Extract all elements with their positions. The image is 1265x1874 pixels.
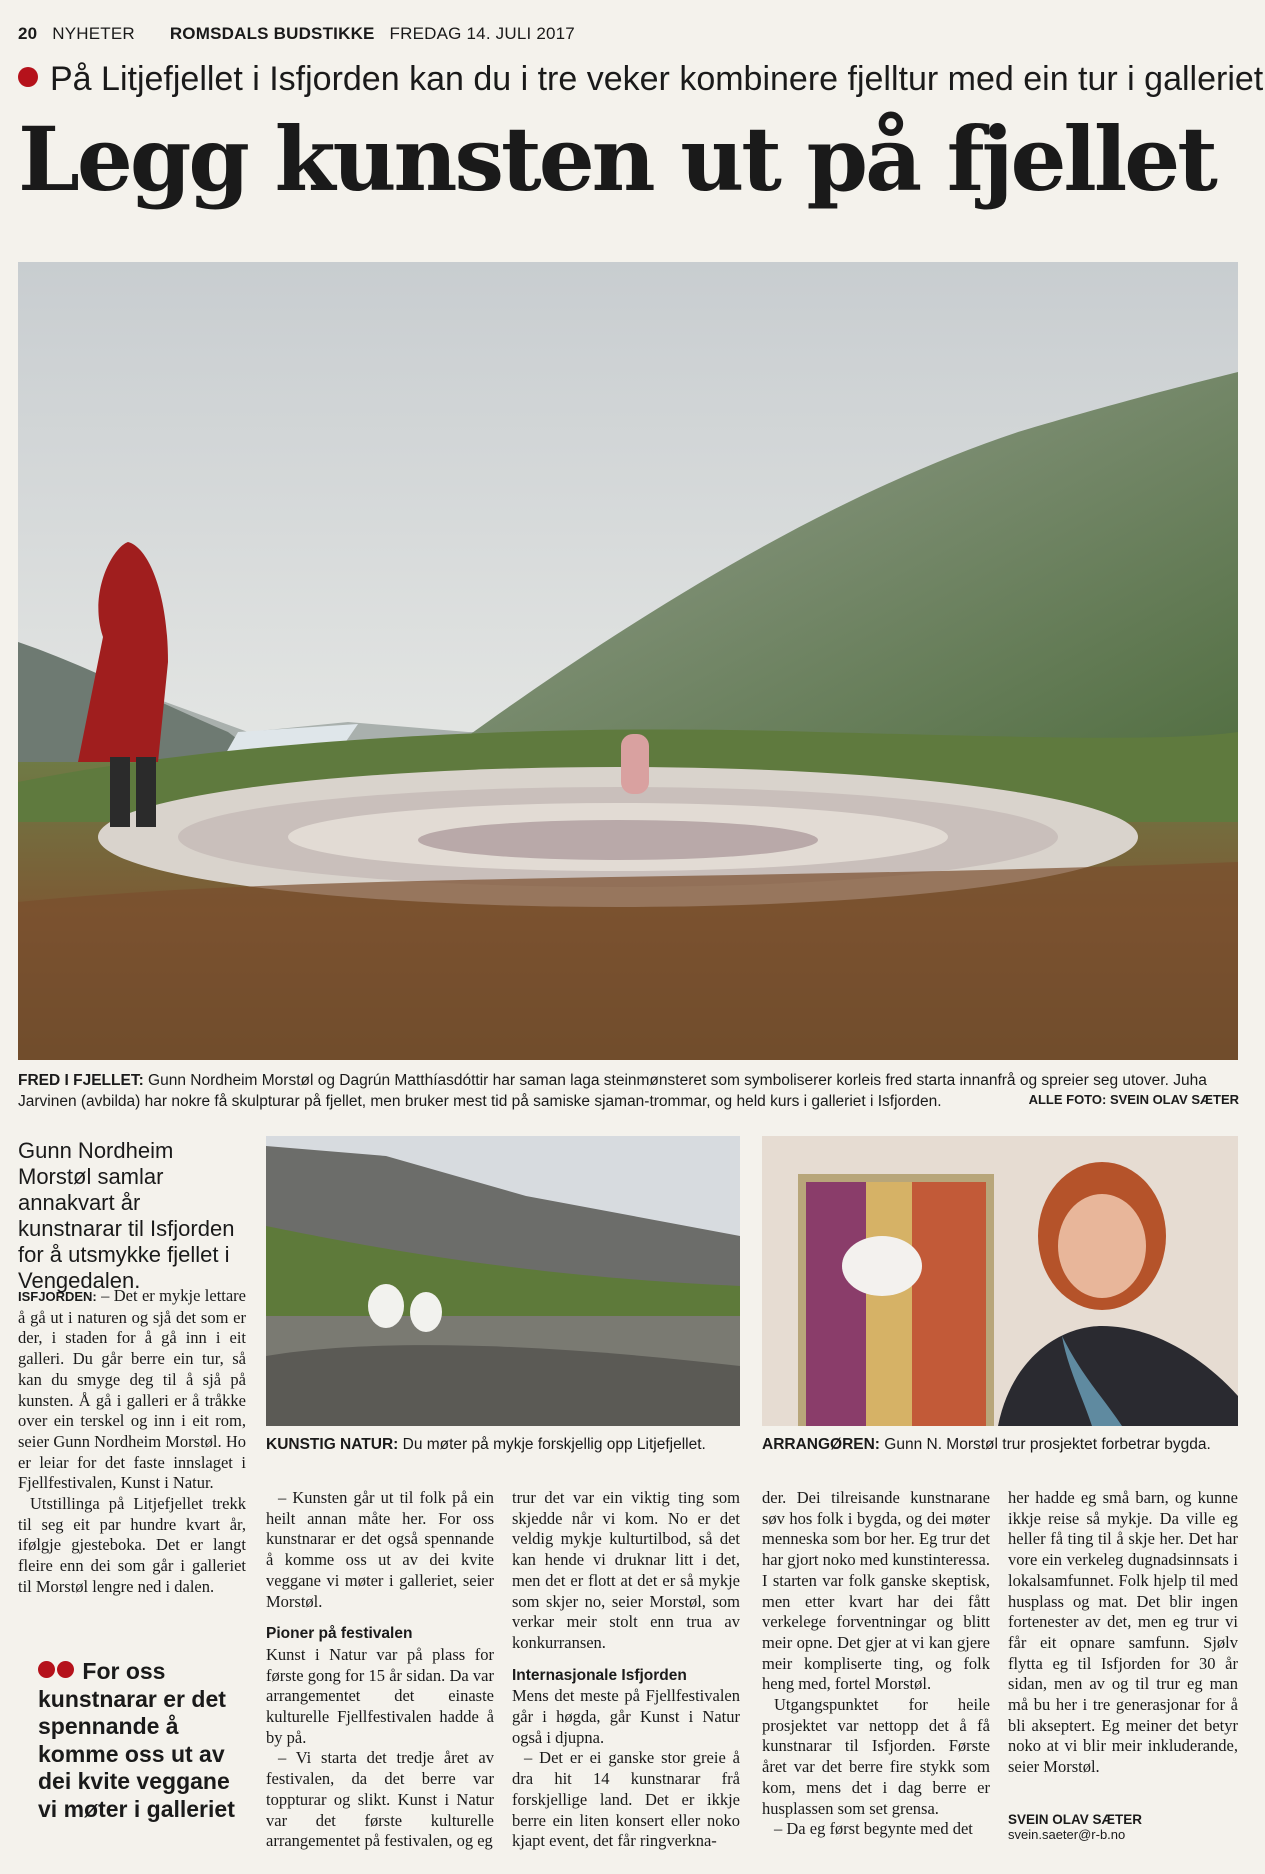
body-paragraph: – Vi starta det tredje året av festivalen, da det berre var toppturar og slikt. Kunst i Natur var det første kulturelle arrangementet på festivalen, og eg — [266, 1748, 494, 1851]
rocky-hillside-image — [266, 1136, 740, 1426]
headline: Legg kunsten ut på fjellet — [18, 107, 1215, 211]
byline-email[interactable]: svein.saeter@r-b.no — [1008, 1827, 1126, 1842]
body-paragraph: – Da eg først begynte med det — [774, 1819, 973, 1839]
body-column-2 — [266, 1488, 494, 1852]
body-paragraph: her hadde eg små barn, og kunne ikkje reise så mykje. Da ville eg heller få ting til å skje her. Det har vore ein verkeleg dugnadsinnsats i lokalsamfunnet. Folk hjelp til med husplass og mat. Det blir ingen fortenester av det, men eg trur vi får eit opnare samfunn. Sjølv flytta eg til Isfjorden for 30 år sidan, men av og til trur eg man må bu her i tre generasjonar for å bli akseptert. Eg meiner det betyr noko at vi blir meir inkluderande, seier Morstøl. — [1008, 1488, 1238, 1777]
photo-credit: ALLE FOTO: SVEIN OLAV SÆTER — [1028, 1092, 1239, 1107]
caption-label: ARRANGØREN: — [762, 1436, 880, 1453]
subheading: Internasjonale Isfjorden — [512, 1666, 687, 1684]
newspaper-name: ROMSDALS BUDSTIKKE — [169, 24, 375, 43]
body-paragraph: Utstillinga på Litjefjellet trekk til seg eit par hundre kvart år, ifølgje gjesteboka. Det er langt fleire enn dei som går i galleriet til Morstøl lengre ned i dalen. — [18, 1494, 246, 1596]
photo-nature — [266, 1136, 740, 1426]
body-column-4 — [762, 1488, 990, 1840]
mountain-landscape-image — [18, 262, 1238, 1060]
body-paragraph: Kunst i Natur var på plass for første gong for 15 år sidan. Da var arrangementet det einaste kulturelle Fjellfestivalen hadde å by på. — [266, 1644, 494, 1747]
kicker-text: På Litjefjellet i Isfjorden kan du i tre veker kombinere fjelltur med ein tur i galleriet — [50, 60, 1264, 98]
pull-quote — [38, 1658, 248, 1823]
byline — [1008, 1812, 1238, 1842]
body-paragraph: Mens det meste på Fjellfestivalen går i høgda, går Kunst i Natur også i djupna. — [512, 1686, 740, 1747]
body-paragraph: trur det var ein viktig ting som skjedde når vi kom. No er det veldig mykje kulturtilbod, så det kan hende vi druknar litt i det, men det er flott at det er så mykje som skjer no, seier Morstøl, som verkar meir stolt enn truа av konkurransen. — [512, 1488, 740, 1652]
photo-organizer-caption — [762, 1434, 1242, 1455]
ingress: Gunn Nordheim Morstøl samlar annakvart år kunstnarar til Isfjorden for å utsmykke fjellet i Vengedalen. — [18, 1138, 235, 1293]
photo-organizer — [762, 1136, 1238, 1426]
body-column-5 — [1008, 1488, 1238, 1778]
portrait-with-painting-image — [762, 1136, 1238, 1426]
dateline: ISFJORDEN: — [18, 1289, 97, 1304]
pull-quote-text: For oss kunstnarar er det spennande å komme oss ut av dei kvite veggane vi møter i galleriet — [38, 1658, 235, 1822]
page-number: 20 — [18, 24, 38, 43]
quote-dots-icon — [38, 1658, 76, 1684]
caption-text: Du møter på mykje forskjellig opp Litjefjellet. — [402, 1436, 706, 1453]
byline-name: SVEIN OLAV SÆTER — [1008, 1812, 1143, 1827]
bullet-dot-icon — [18, 67, 38, 87]
body-paragraph: – Det er ei ganske stor greie å dra hit 14 kunstnarar frå forskjellige land. Det er ikkje berre ein liten konsert eller noko kjapt event, det får ringverkna- — [512, 1748, 740, 1851]
kicker — [18, 60, 1263, 99]
main-photo — [18, 262, 1238, 1060]
body-column-3 — [512, 1488, 740, 1852]
body-paragraph: ISFJORDEN: – Det er mykje lettare å gå ut i naturen og sjå det som er der, i staden for å gå inn i eit galleri. Du går berre ein tur, så kan du smyge deg til å sjå på kunsten. Å gå i galleri er å tråkke over ein terskel og inn i eit rom, seier Gunn Nordheim Morstøl. Ho er leiar for det faste innslaget i Fjellfestivalen, Kunst i Natur. — [18, 1286, 247, 1493]
body-paragraph: der. Dei tilreisande kunstnarane søv hos folk i bygda, og dei møter menneska som bor her. Eg trur det har gjort noko med kunstinteressa. I starten var folk ganske skeptisk, men etter kvart har dei fått verkelege forventningar og blitt meir opne. Det gjer at vi kan gjere meir kompliserte ting, og folk heng med, fortel Morstøl. — [762, 1488, 990, 1694]
caption-text: Gunn Nordheim Morstøl og Dagrún Matthíasdóttir har saman laga steinmønsteret som symboliserer korleis fred starta innanfrå og spreier seg utover. Juha Jarvinen (avbilda) har nokre få skulpturar på fjellet, men bruker mest tid på samiske sjaman-trommar, og held kurs i galleriet i Isfjorden. — [18, 1072, 1207, 1110]
caption-text: Gunn N. Morstøl trur prosjektet forbetrar bygda. — [884, 1436, 1211, 1453]
caption-label: KUNSTIG NATUR: — [266, 1436, 399, 1453]
page-folio — [18, 24, 575, 44]
caption-label: FRED I FJELLET: — [18, 1072, 144, 1089]
body-paragraph: – Kunsten går ut til folk på ein heilt annan måte her. For oss kunstnarar er det også spennande å komme oss ut av dei kvite veggane vi møter i galleriet, seier Morstøl. — [266, 1488, 494, 1611]
body-paragraph: Utgangspunktet for heile prosjektet var nettopp det å få kunstnarar til Isfjorden. Første året var det berre fire stykk som kom, mens det i dag berre er husplassen som set grensa. — [762, 1695, 990, 1818]
section-name: NYHETER — [52, 24, 135, 43]
subheading: Pioner på festivalen — [266, 1625, 413, 1643]
body-column-1 — [18, 1286, 246, 1598]
issue-date: FREDAG 14. JULI 2017 — [389, 24, 575, 43]
photo-nature-caption — [266, 1434, 746, 1455]
